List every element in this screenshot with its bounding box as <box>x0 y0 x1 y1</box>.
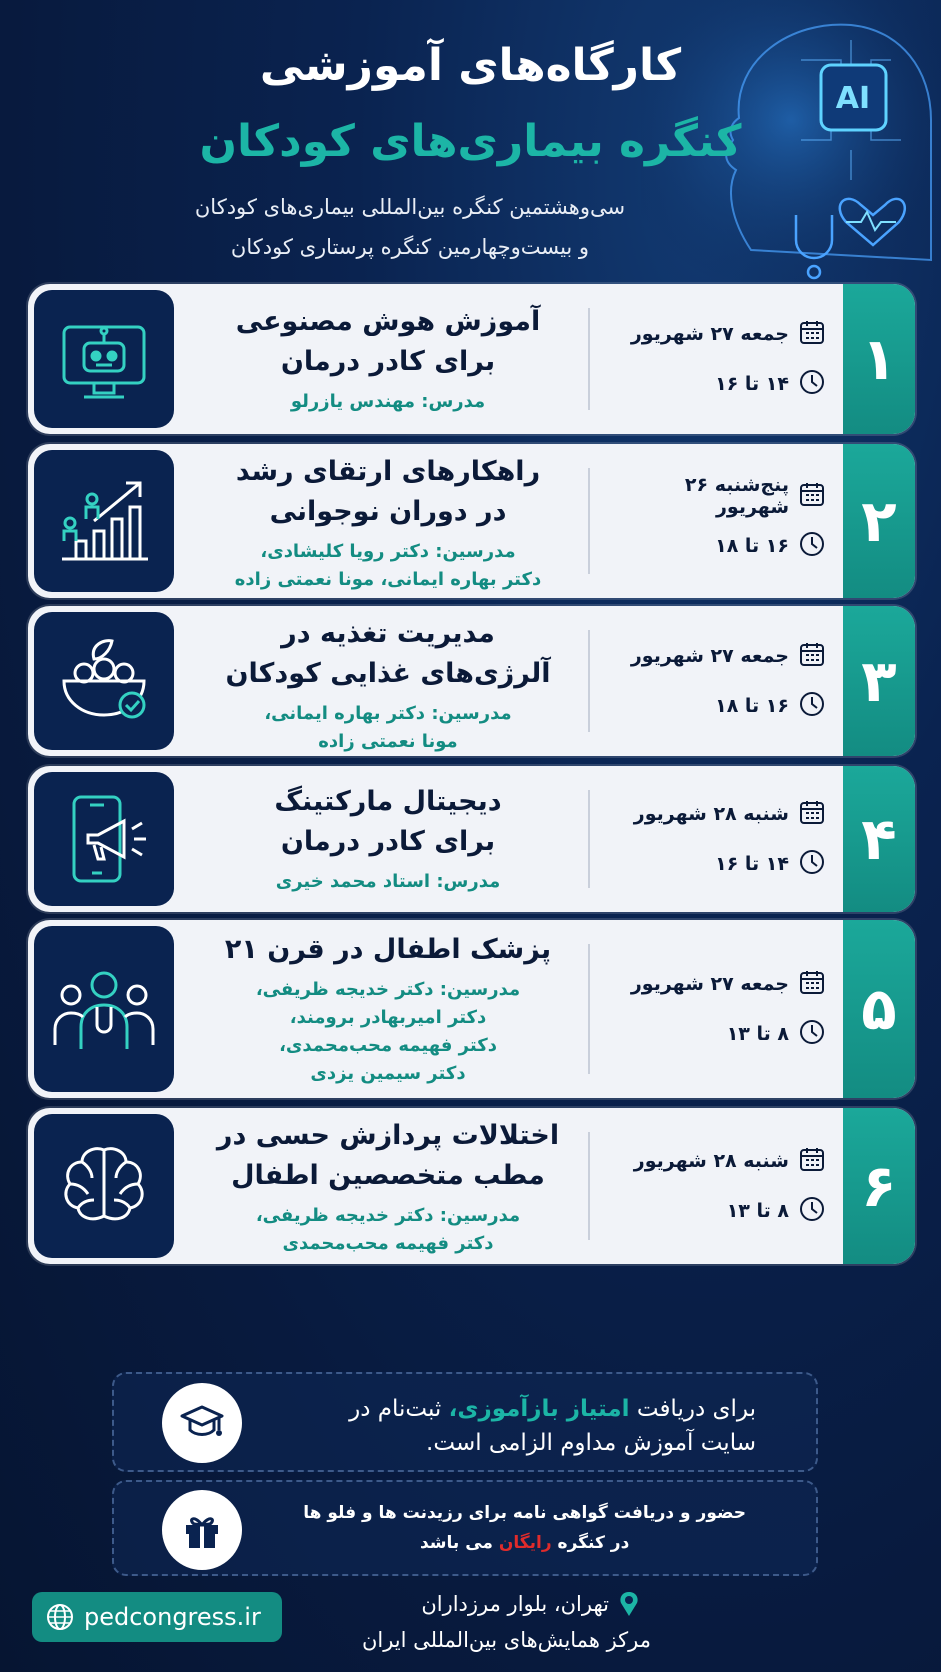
subtitle-line-2: و بیست‌وچهارمین کنگره پرستاری کودکان <box>230 235 590 259</box>
workshop-details <box>198 1116 578 1258</box>
clock-icon <box>799 849 825 880</box>
workshop-teachers <box>198 700 578 756</box>
calendar-icon <box>799 969 825 1000</box>
workshop-time-row <box>625 686 825 726</box>
workshop-number: ۱ <box>843 284 915 434</box>
card-divider <box>588 630 590 732</box>
card-divider <box>588 790 590 888</box>
workshop-schedule <box>625 1141 825 1231</box>
workshop-schedule <box>625 964 825 1054</box>
workshop-teacher-line: مدرسین: دکتر رویا کلیشادی، <box>260 541 516 562</box>
clock-icon <box>799 369 825 400</box>
clock-icon <box>799 1196 825 1227</box>
workshop-title-line-1: اختلالات پردازش حسی در <box>216 1120 560 1151</box>
workshop-date: جمعه ۲۷ شهریور <box>630 323 789 345</box>
workshop-details <box>198 782 578 896</box>
notice-free-text: حضور و دریافت گواهی نامه برای رزیدنت ها و فلو ها در کنگره رایگان می باشد <box>303 1503 746 1553</box>
workshop-schedule <box>625 314 825 404</box>
card-divider <box>588 1132 590 1240</box>
gift-icon <box>162 1490 242 1570</box>
workshop-teacher-line: دکتر امیربهادر برومند، <box>289 1007 487 1028</box>
workshop-time-row <box>625 526 825 566</box>
workshop-time-row <box>625 844 825 884</box>
clock-icon <box>799 531 825 562</box>
workshop-time: ۱۶ تا ۱۸ <box>715 695 789 717</box>
workshop-date-row <box>625 964 825 1004</box>
workshop-card <box>28 766 915 912</box>
workshop-teacher-line: مدرس: مهندس یازرلو <box>290 391 486 412</box>
workshop-title-line-2: آلرژی‌های غذایی کودکان <box>225 658 551 689</box>
workshop-title-line-2: برای کادر درمان <box>280 346 496 377</box>
growth-chart-icon <box>34 450 174 592</box>
workshop-title-line-1: آموزش هوش مصنوعی <box>235 306 541 337</box>
workshop-date-row <box>625 636 825 676</box>
workshop-details <box>198 452 578 594</box>
workshop-date: شنبه ۲۸ شهریور <box>633 1150 789 1172</box>
workshop-number: ۴ <box>843 766 915 912</box>
workshop-number: ۳ <box>843 606 915 756</box>
workshop-teachers <box>198 868 578 896</box>
workshop-schedule <box>625 794 825 884</box>
highlight-text-red: رایگان <box>498 1533 552 1553</box>
notice-free-certificate <box>112 1480 818 1576</box>
doctors-group-icon <box>34 926 174 1092</box>
workshop-card <box>28 284 915 434</box>
calendar-icon <box>799 481 825 512</box>
workshop-card <box>28 920 915 1098</box>
phone-megaphone-icon <box>34 772 174 906</box>
workshop-teacher-line: مونا نعمتی زاده <box>318 731 458 752</box>
workshop-number: ۶ <box>843 1108 915 1264</box>
workshop-teachers <box>198 538 578 594</box>
workshop-date: جمعه ۲۷ شهریور <box>630 645 789 667</box>
workshop-card <box>28 606 915 756</box>
calendar-icon <box>799 799 825 830</box>
card-divider <box>588 944 590 1074</box>
workshop-date: شنبه ۲۸ شهریور <box>633 803 789 825</box>
calendar-icon <box>799 319 825 350</box>
card-divider <box>588 308 590 410</box>
workshop-date: پنج‌شنبه ۲۶ شهریور <box>684 474 789 518</box>
workshop-time-row <box>625 364 825 404</box>
workshop-date-row <box>625 476 825 516</box>
website-text: pedcongress.ir <box>84 1603 261 1631</box>
ai-badge-text: AI <box>835 81 871 116</box>
globe-icon <box>46 1603 74 1631</box>
address-line-2: مرکز همایش‌های بین‌المللی ایران <box>361 1628 651 1652</box>
workshop-title-line-1: راهکارهای ارتقای رشد <box>235 456 541 487</box>
workshop-details <box>198 614 578 756</box>
page-subtitle-title: کنگره بیماری‌های کودکان <box>199 116 742 167</box>
workshop-teacher-line: دکتر بهاره ایمانی، مونا نعمتی زاده <box>234 569 542 590</box>
workshop-details <box>198 930 578 1088</box>
workshop-time-row <box>625 1191 825 1231</box>
workshop-teacher-line: مدرسین: دکتر خدیجه ظریفی، <box>255 979 521 1000</box>
workshop-time: ۱۴ تا ۱۶ <box>715 373 789 395</box>
food-bowl-icon <box>34 612 174 750</box>
workshop-teacher-line: دکتر فهیمه محب‌محمدی، <box>279 1035 497 1056</box>
workshop-date-row <box>625 314 825 354</box>
workshop-teachers <box>198 1202 578 1258</box>
notice-retraining-text: برای دریافت امتیاز بازآموزی، ثبت‌نام در سایت آموزش مداوم الزامی است. <box>349 1396 756 1456</box>
address-line-1: تهران، بلوار مرزداران <box>381 1590 641 1618</box>
workshop-title-line-1: پزشک اطفال در قرن ۲۱ <box>224 934 552 965</box>
workshop-title-line-2: مطب متخصصین اطفال <box>231 1160 545 1191</box>
clock-icon <box>799 1019 825 1050</box>
workshop-date-row <box>625 1141 825 1181</box>
workshop-card <box>28 444 915 598</box>
workshop-title-line-1: دیجیتال مارکتینگ <box>274 786 502 817</box>
workshop-title-line-2: برای کادر درمان <box>280 826 496 857</box>
workshop-number: ۲ <box>843 444 915 598</box>
workshop-number: ۵ <box>843 920 915 1098</box>
workshop-schedule <box>625 476 825 566</box>
subtitle-line-1: سی‌وهشتمین کنگره بین‌المللی بیماری‌های کودکان <box>194 195 626 219</box>
workshop-card <box>28 1108 915 1264</box>
workshop-time: ۸ تا ۱۳ <box>726 1200 789 1222</box>
workshop-title-line-2: در دوران نوجوانی <box>269 496 507 527</box>
location-pin-icon <box>617 1590 641 1618</box>
workshop-date-row <box>625 794 825 834</box>
workshop-teacher-line: مدرسین: دکتر بهاره ایمانی، <box>264 703 512 724</box>
website-pill[interactable] <box>32 1592 282 1642</box>
workshop-schedule <box>625 636 825 726</box>
calendar-icon <box>799 641 825 672</box>
workshop-time: ۸ تا ۱۳ <box>726 1023 789 1045</box>
workshop-teacher-line: مدرس: استاد محمد خیری <box>275 871 501 892</box>
workshop-teacher-line: دکتر فهیمه محب‌محمدی <box>282 1233 494 1254</box>
workshop-teachers <box>198 976 578 1088</box>
highlight-text: امتیاز بازآموزی، <box>448 1396 630 1422</box>
workshop-time: ۱۶ تا ۱۸ <box>715 535 789 557</box>
card-divider <box>588 468 590 574</box>
workshop-teacher-line: دکتر سیمین یزدی <box>310 1063 466 1084</box>
brain-icon <box>34 1114 174 1258</box>
workshop-date: جمعه ۲۷ شهریور <box>630 973 789 995</box>
page-title: کارگاه‌های آموزشی <box>259 40 682 91</box>
workshop-teacher-line: مدرسین: دکتر خدیجه ظریفی، <box>255 1205 521 1226</box>
graduation-cap-icon <box>162 1383 242 1463</box>
notice-retraining <box>112 1372 818 1472</box>
workshop-time-row <box>625 1014 825 1054</box>
workshop-title-line-1: مدیریت تغذیه در <box>281 618 495 649</box>
calendar-icon <box>799 1146 825 1177</box>
robot-monitor-icon <box>34 290 174 428</box>
workshop-teachers <box>198 388 578 416</box>
workshop-details <box>198 302 578 416</box>
clock-icon <box>799 691 825 722</box>
workshop-time: ۱۴ تا ۱۶ <box>715 853 789 875</box>
